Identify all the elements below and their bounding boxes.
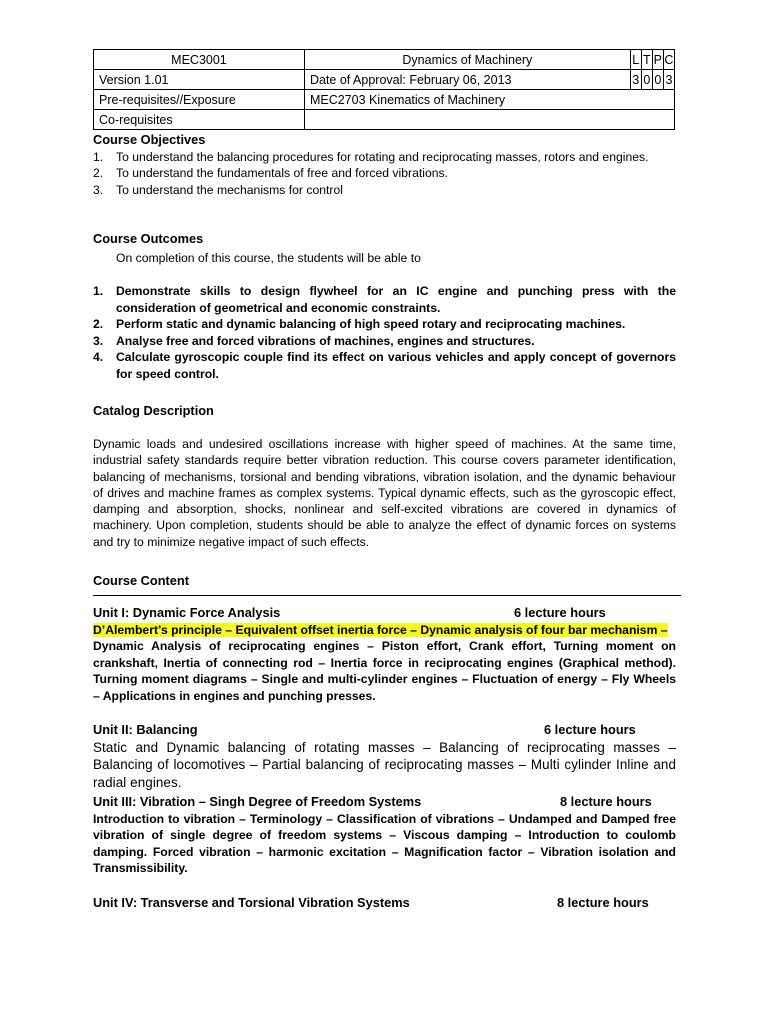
outcome-number: 3.	[93, 333, 104, 348]
coreq-value	[304, 110, 674, 130]
course-outcomes	[93, 231, 676, 266]
outcomes-intro: On completion of this course, the students will be able to	[116, 250, 421, 265]
ltpc-label-p: P	[652, 50, 663, 70]
unit-title	[93, 722, 676, 739]
unit-hours: 6 lecture hours	[514, 605, 606, 620]
course-header-table	[93, 49, 675, 130]
ltpc-value-c: 3	[663, 70, 674, 90]
outcome-item	[93, 283, 676, 316]
ltpc-label-t: T	[641, 50, 652, 70]
ltpc-label-l: L	[630, 50, 641, 70]
objective-text: To understand the fundamentals of free and forced vibrations.	[116, 166, 448, 180]
course-objectives	[93, 132, 676, 198]
content-heading	[93, 573, 676, 590]
unit-hours: 6 lecture hours	[544, 722, 636, 737]
date-of-approval: Date of Approval: February 06, 2013	[304, 70, 630, 90]
unit-highlight	[93, 622, 676, 639]
unit-title-text: Unit III: Vibration – Singh Degree of Freedom Systems	[93, 794, 422, 809]
unit-title-text: Unit II: Balancing	[93, 722, 198, 737]
prereq-label: Pre-requisites//Exposure	[94, 90, 305, 110]
course-title: Dynamics of Machinery	[304, 50, 630, 70]
unit-hours: 8 lecture hours	[560, 794, 652, 809]
unit-1	[93, 605, 676, 704]
unit-title	[93, 794, 676, 811]
objective-text: To understand the mechanisms for control	[116, 182, 343, 197]
objective-number: 2.	[93, 166, 104, 180]
outcomes-heading: Course Outcomes	[93, 231, 204, 246]
objective-number: 3.	[93, 182, 104, 197]
catalog-description: Dynamic loads and undesired oscillations increase with higher speed of machines. At the same time, industrial safety standards require better vibration reduction. This course covers parameter identification, balancing of mechanisms, torsional and bending vibrations, vibration isolation, and the dynamic behaviour of drives and machine frames as complex systems. Typical dynamic effects, such as the gyroscopic effect, damping and absorption, shocks, nonlinear and self-excited vibrations are covered in dynamics of machinery. Upon completion, students should be able to analyze the effect of dynamic forces on systems and try to minimize negative impact of such effects.	[93, 437, 676, 549]
ltpc-value-l: 3	[630, 70, 641, 90]
unit-body: Introduction to vibration – Terminology – Classification of vibrations – Undamped and Damped free vibration of single degree of freedom systems – Viscous damping – Introduction to coulomb damping. Forced vibration – harmonic excitation – Magnification factor – Vibration isolation and Transmissibility.	[93, 811, 676, 875]
objective-item	[93, 182, 676, 199]
outcome-number: 4.	[93, 350, 104, 364]
coreq-label: Co-requisites	[94, 110, 305, 130]
outcome-item	[93, 316, 676, 333]
catalog-heading	[93, 403, 676, 420]
course-code: MEC3001	[94, 50, 305, 70]
outcome-item	[93, 333, 676, 350]
unit-title	[93, 895, 676, 912]
unit-2	[93, 722, 676, 791]
catalog-heading-text: Catalog Description	[93, 403, 214, 418]
objectives-heading: Course Objectives	[93, 132, 206, 147]
ltpc-value-t: 0	[641, 70, 652, 90]
outcomes-list	[93, 283, 676, 382]
objective-number: 1.	[93, 149, 104, 164]
prereq-value: MEC2703 Kinematics of Machinery	[304, 90, 674, 110]
ltpc-label-c: C	[663, 50, 674, 70]
unit-title-text: Unit I: Dynamic Force Analysis	[93, 605, 281, 620]
version: Version 1.01	[94, 70, 305, 90]
section-divider	[93, 595, 681, 596]
content-heading-text: Course Content	[93, 573, 189, 588]
unit-title	[93, 605, 676, 622]
unit-3	[93, 794, 676, 877]
outcome-number: 2.	[93, 317, 104, 331]
ltpc-value-p: 0	[652, 70, 663, 90]
outcome-text: Perform static and dynamic balancing of high speed rotary and reciprocating machines.	[116, 317, 626, 331]
highlighted-text: D’Alembert’s principle – Equivalent offset inertia force – Dynamic analysis of four bar mechanism –	[93, 622, 668, 637]
outcome-number: 1.	[93, 284, 104, 298]
objective-item	[93, 149, 676, 166]
objective-text: To understand the balancing procedures for rotating and reciprocating masses, rotors and engines.	[116, 149, 649, 164]
unit-title-text: Unit IV: Transverse and Torsional Vibration Systems	[93, 895, 410, 910]
objective-item	[93, 165, 676, 182]
unit-body: Static and Dynamic balancing of rotating masses – Balancing of reciprocating masses – Balancing of locomotives – Partial balancing of reciprocating masses – Multi cylinder Inline and radial engines.	[93, 739, 676, 790]
unit-hours: 8 lecture hours	[557, 895, 649, 910]
unit-body: Dynamic Analysis of reciprocating engines – Piston effort, Crank effort, Turning moment on crankshaft, Inertia of connecting rod – Inertia force in reciprocating engines (Graphical method). Turning moment diagrams – Single and multi-cylinder engines – Fluctuation of energy – Fly Wheels – Applications in engines and punching presses.	[93, 639, 676, 703]
outcome-text: Analyse free and forced vibrations of machines, engines and structures.	[116, 333, 535, 348]
unit-4	[93, 895, 676, 912]
outcome-item	[93, 349, 676, 382]
outcome-text: Demonstrate skills to design flywheel for an IC engine and punching press with the consideration of geometrical and economic constraints.	[116, 284, 676, 315]
outcome-text: Calculate gyroscopic couple find its effect on various vehicles and apply concept of governors for speed control.	[116, 350, 676, 381]
